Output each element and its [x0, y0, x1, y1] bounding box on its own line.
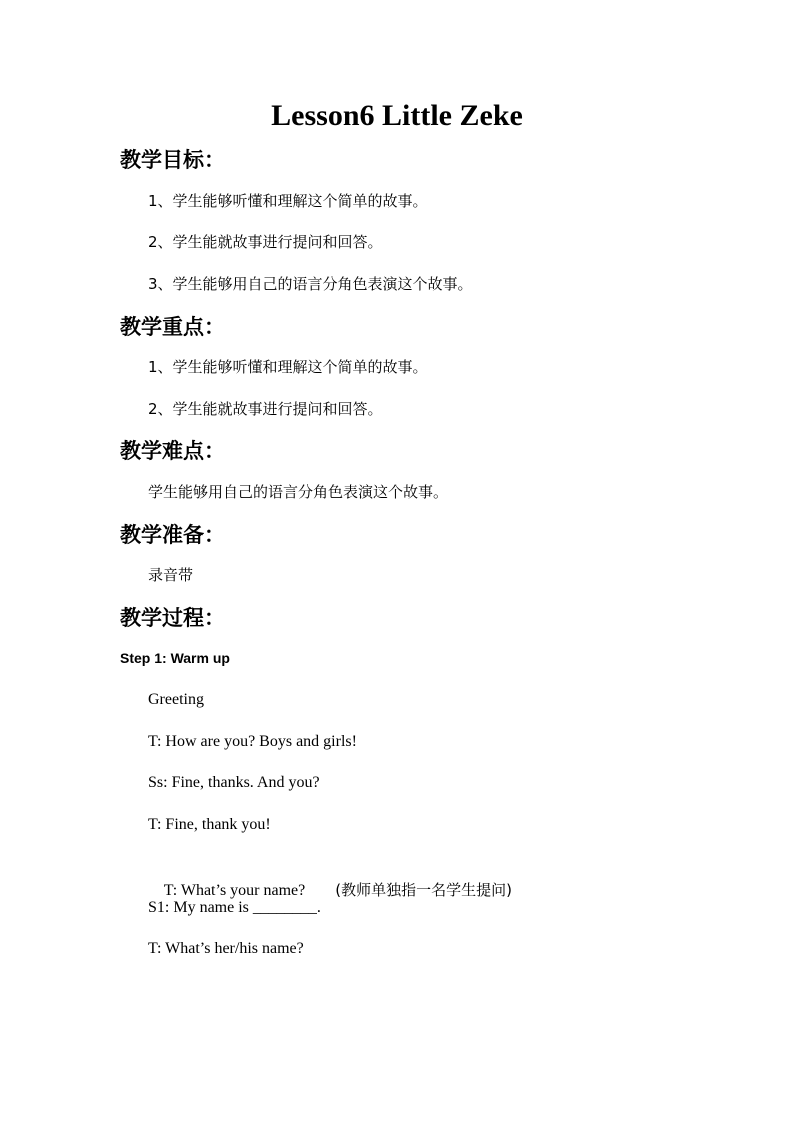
teacher-note: (教师单独指一名学生提问): [335, 881, 512, 899]
key-point-item-1: 1、学生能够听懂和理解这个简单的故事。: [148, 358, 428, 376]
dialogue-line-2: T: How are you? Boys and girls!: [148, 733, 357, 750]
preparation-text: 录音带: [148, 566, 194, 584]
document-title: Lesson6 Little Zeke: [271, 99, 523, 132]
dialogue-line-6: S1: My name is ________.: [148, 899, 321, 916]
preparation-heading: 教学准备：: [120, 523, 225, 547]
process-heading: 教学过程：: [120, 606, 225, 630]
objectives-heading: 教学目标：: [120, 148, 225, 172]
dialogue-line-5-text: T: What’s your name?: [163, 882, 306, 899]
key-point-item-2: 2、学生能就故事进行提问和回答。: [148, 400, 383, 418]
objective-item-2: 2、学生能就故事进行提问和回答。: [148, 233, 383, 251]
dialogue-line-1: Greeting: [148, 691, 204, 708]
objective-item-3: 3、学生能够用自己的语言分角色表演这个故事。: [148, 275, 473, 293]
key-points-heading: 教学重点：: [120, 315, 225, 339]
objective-item-1: 1、学生能够听懂和理解这个简单的故事。: [148, 192, 428, 210]
dialogue-line-4: T: Fine, thank you!: [148, 816, 271, 833]
dialogue-line-3: Ss: Fine, thanks. And you?: [148, 774, 320, 791]
difficulties-text: 学生能够用自己的语言分角色表演这个故事。: [148, 483, 449, 501]
difficulties-heading: 教学难点：: [120, 439, 225, 463]
dialogue-line-7: T: What’s her/his name?: [148, 940, 304, 957]
step1-heading: Step 1: Warm up: [120, 650, 230, 666]
